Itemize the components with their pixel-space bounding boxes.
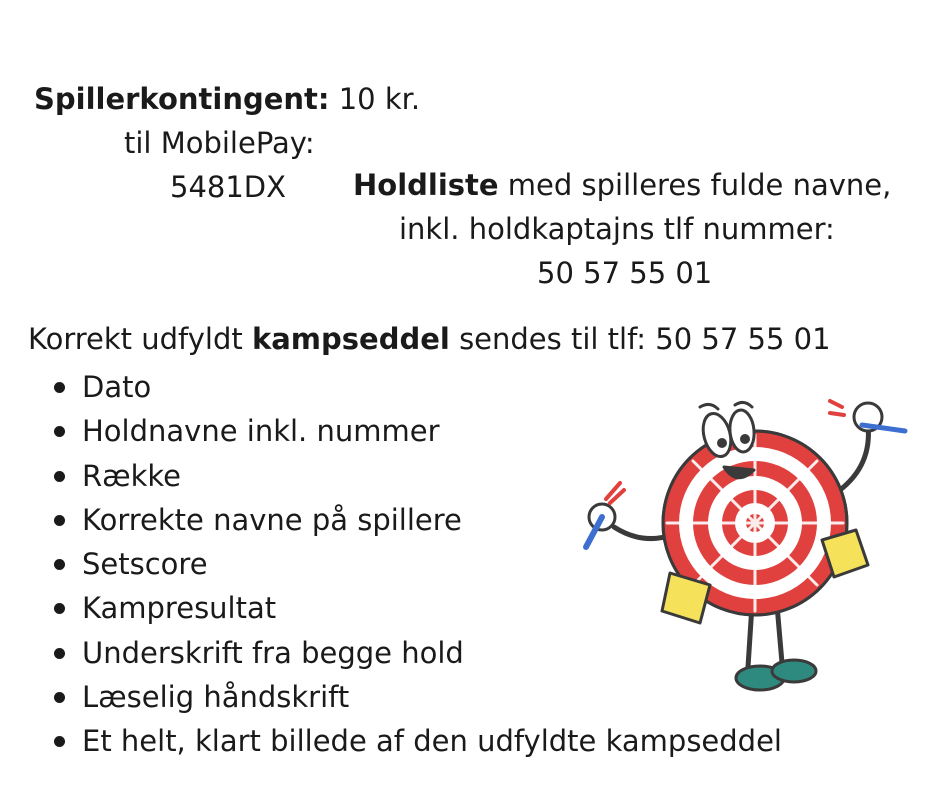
- checklist-item: Korrekte navne på spillere: [50, 498, 782, 542]
- scoresheet-prefix: Korrekt udfyldt: [28, 322, 243, 356]
- roster-phone: 50 57 55 01: [537, 256, 713, 290]
- fee-line: [34, 81, 420, 117]
- checklist-item: Kampresultat: [50, 586, 782, 630]
- roster-label: Holdliste: [353, 168, 499, 202]
- fee-amount: 10 kr.: [338, 82, 421, 116]
- scoresheet-intro: [28, 321, 831, 357]
- roster-line: [353, 167, 891, 203]
- checklist-item: Holdnavne inkl. nummer: [50, 409, 782, 453]
- checklist-item: Dato: [50, 365, 782, 409]
- fee-code: 5481DX: [170, 170, 286, 204]
- scoresheet-suffix: sendes til tlf: 50 57 55 01: [459, 322, 831, 356]
- scoresheet-bold: kampseddel: [251, 322, 450, 356]
- checklist-item: Læselig håndskrift: [50, 675, 782, 719]
- checklist-item: Række: [50, 454, 782, 498]
- roster-line2: inkl. holdkaptajns tlf nummer:: [399, 212, 835, 246]
- checklist-item: Underskrift fra begge hold: [50, 631, 782, 675]
- fee-method: til MobilePay:: [124, 126, 315, 160]
- checklist-item: Et helt, klart billede af den udfyldte kampseddel: [50, 719, 782, 763]
- fee-label: Spillerkontingent:: [34, 82, 330, 116]
- checklist-item: Setscore: [50, 542, 782, 586]
- dartboard-mascot-icon: [572, 395, 917, 705]
- roster-text: med spilleres fulde navne,: [507, 168, 892, 202]
